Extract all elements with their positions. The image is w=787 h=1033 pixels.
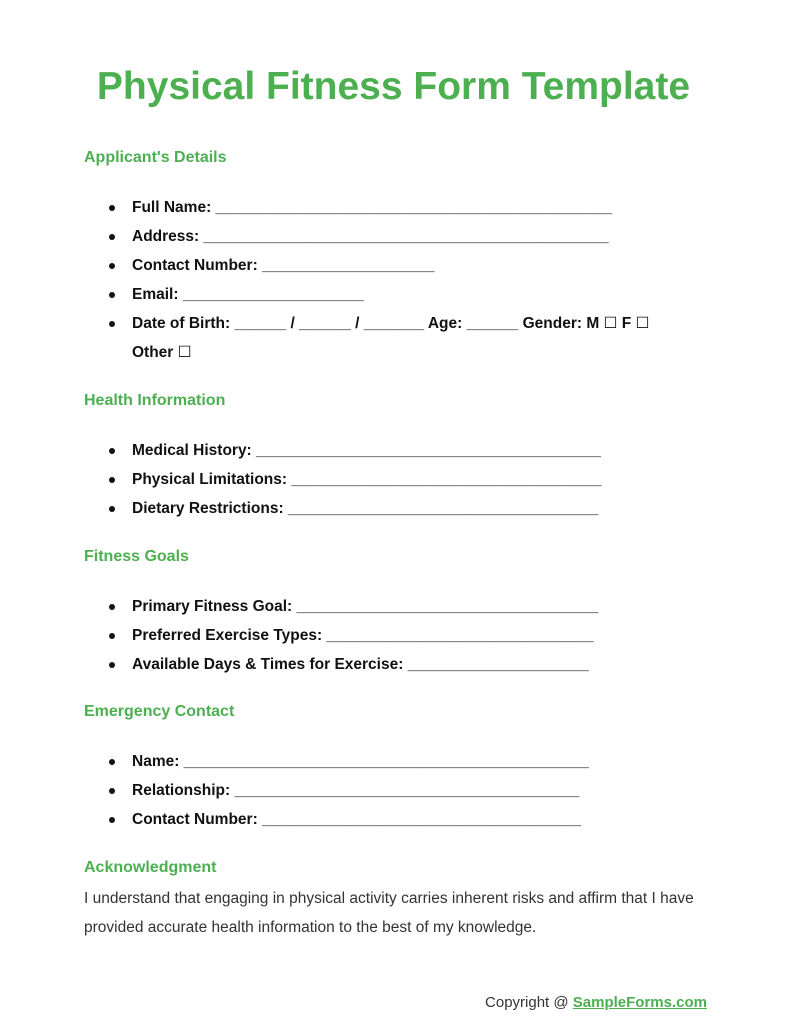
contact-number-field[interactable]: Contact Number: ____________________ [84,251,724,280]
full-name-field[interactable]: Full Name: ______________________________________________ [84,193,724,222]
emergency-contact-number-field[interactable]: Contact Number: _____________________________________ [84,805,724,834]
section-heading-emergency: Emergency Contact [84,703,235,720]
copyright-footer [485,993,707,1013]
available-times-field[interactable]: Available Days & Times for Exercise: _____________________ [84,650,724,679]
section-heading-health: Health Information [84,392,226,409]
emergency-name-field[interactable]: Name: _______________________________________________ [84,747,724,776]
health-field-list [84,436,724,523]
dob-age-gender-field[interactable]: Date of Birth: ______ / ______ / _______ Age: ______ Gender: M ☐ F ☐ Other ☐ [84,309,677,367]
address-field[interactable]: Address: _______________________________________________ [84,222,724,251]
goals-field-list [84,592,724,679]
emergency-relationship-field[interactable]: Relationship: ________________________________________ [84,776,724,805]
section-heading-goals: Fitness Goals [84,548,189,565]
emergency-field-list [84,747,724,834]
copyright-prefix: Copyright @ [485,994,573,1011]
applicant-field-list [84,193,724,367]
email-field[interactable]: Email: _____________________ [84,280,724,309]
acknowledgment-text: I understand that engaging in physical activity carries inherent risks and affirm that I have provided accurate health information to the best of my knowledge. [84,890,694,936]
exercise-types-field[interactable]: Preferred Exercise Types: _______________________________ [84,621,724,650]
medical-history-field[interactable]: Medical History: ________________________________________ [84,436,724,465]
primary-goal-field[interactable]: Primary Fitness Goal: ___________________________________ [84,592,724,621]
page-title: Physical Fitness Form Template [96,65,691,108]
section-heading-applicant: Applicant's Details [84,149,227,166]
physical-limitations-field[interactable]: Physical Limitations: ____________________________________ [84,465,724,494]
section-heading-acknowledgment: Acknowledgment [84,859,217,876]
dietary-restrictions-field[interactable]: Dietary Restrictions: ____________________________________ [84,494,724,523]
brand-link[interactable]: SampleForms.com [572,994,707,1011]
